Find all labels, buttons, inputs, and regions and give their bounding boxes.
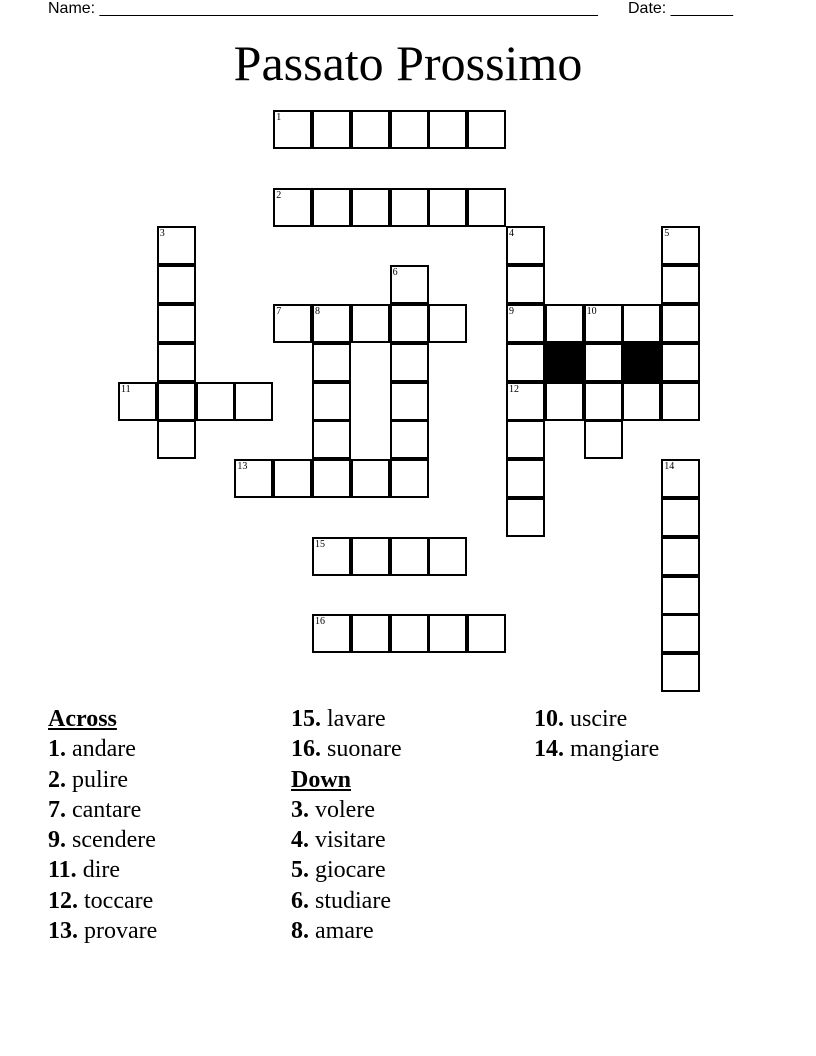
grid-cell[interactable] <box>584 382 623 421</box>
grid-cell[interactable] <box>584 304 623 343</box>
date-field-label: Date: _______ <box>628 0 733 17</box>
grid-cell[interactable] <box>506 226 545 265</box>
clue-across-11 <box>48 855 288 885</box>
clue-text: giocare <box>309 857 386 884</box>
grid-cell[interactable] <box>545 304 584 343</box>
clue-number: 3. <box>291 796 309 823</box>
clue-across-7 <box>48 795 288 825</box>
grid-cell[interactable] <box>428 614 467 653</box>
grid-cell[interactable] <box>273 304 312 343</box>
clue-text: scendere <box>66 827 156 854</box>
grid-cell[interactable] <box>351 614 390 653</box>
grid-cell[interactable] <box>467 110 506 149</box>
grid-cell[interactable] <box>273 188 312 227</box>
clue-number: 2. <box>48 766 66 793</box>
clue-number: 14. <box>534 736 564 763</box>
across-heading: Across <box>48 706 117 732</box>
grid-cell[interactable] <box>661 498 700 537</box>
grid-cell[interactable] <box>312 382 351 421</box>
grid-cell[interactable] <box>390 188 429 227</box>
grid-cell[interactable] <box>312 537 351 576</box>
grid-cell[interactable] <box>157 382 196 421</box>
grid-cell[interactable] <box>118 382 157 421</box>
blocked-cell <box>622 343 661 382</box>
grid-cell[interactable] <box>234 459 273 498</box>
grid-cell[interactable] <box>351 110 390 149</box>
clue-number-label: 7 <box>276 306 282 317</box>
grid-cell[interactable] <box>545 382 584 421</box>
clue-number-label: 14 <box>664 461 675 473</box>
puzzle-title: Passato Prossimo <box>233 35 583 91</box>
clue-down-4 <box>291 825 531 855</box>
grid-cell[interactable] <box>506 265 545 304</box>
clue-across-2 <box>48 765 288 795</box>
clue-number-label: 2 <box>276 189 282 201</box>
clue-text: pulire <box>66 766 128 793</box>
clue-text: amare <box>309 918 374 945</box>
clue-number-label: 10 <box>586 306 597 317</box>
clue-number: 5. <box>291 857 309 884</box>
clue-number-label: 12 <box>509 383 519 395</box>
grid-cell[interactable] <box>157 265 196 304</box>
grid-cell[interactable] <box>312 420 351 459</box>
clue-text: studiare <box>309 887 391 914</box>
clue-across-16 <box>291 734 531 764</box>
clue-text: provare <box>78 918 158 945</box>
grid-cell[interactable] <box>467 614 506 653</box>
grid-cell[interactable] <box>506 459 545 498</box>
clue-number: 4. <box>291 827 309 854</box>
clue-number-label: 15 <box>315 538 325 550</box>
grid-cell[interactable] <box>196 382 235 421</box>
name-field-label: Name: ________________________________________________________ <box>48 0 598 17</box>
clue-text: mangiare <box>564 736 660 763</box>
grid-cell[interactable] <box>506 304 545 343</box>
grid-cell[interactable] <box>661 382 700 421</box>
clue-number-label: 5 <box>664 228 670 240</box>
clue-number: 10. <box>534 706 564 732</box>
clue-number-label: 9 <box>509 306 514 317</box>
clue-column-2 <box>291 704 531 946</box>
clue-column-1 <box>48 704 288 946</box>
clue-down-14 <box>534 734 774 764</box>
grid-cell[interactable] <box>351 188 390 227</box>
grid-cell[interactable] <box>661 265 700 304</box>
clue-number-label: 3 <box>159 228 165 240</box>
clue-text: toccare <box>78 887 154 914</box>
clue-number: 11. <box>48 857 77 884</box>
grid-cell[interactable] <box>428 188 467 227</box>
clue-column-3 <box>534 704 774 765</box>
clue-number: 12. <box>48 887 78 914</box>
clue-down-3 <box>291 795 531 825</box>
grid-cell[interactable] <box>312 343 351 382</box>
grid-cell[interactable] <box>157 226 196 265</box>
grid-cell[interactable] <box>390 459 429 498</box>
grid-cell[interactable] <box>157 343 196 382</box>
clue-text: suonare <box>321 736 402 763</box>
clue-number: 8. <box>291 918 309 945</box>
clue-down-6 <box>291 886 531 916</box>
grid-cell[interactable] <box>428 537 467 576</box>
grid-cell[interactable] <box>273 459 312 498</box>
grid-cell[interactable] <box>661 576 700 615</box>
clue-number: 7. <box>48 796 66 823</box>
clue-down-5 <box>291 855 531 885</box>
grid-cell[interactable] <box>312 110 351 149</box>
grid-cell[interactable] <box>661 614 700 653</box>
clue-text: lavare <box>321 706 386 732</box>
grid-cell[interactable] <box>584 420 623 459</box>
grid-cell[interactable] <box>661 343 700 382</box>
grid-cell[interactable] <box>428 110 467 149</box>
grid-cell[interactable] <box>351 304 390 343</box>
grid-cell[interactable] <box>390 110 429 149</box>
grid-cell[interactable] <box>506 382 545 421</box>
grid-cell[interactable] <box>661 653 700 692</box>
clue-across-9 <box>48 825 288 855</box>
grid-cell[interactable] <box>157 304 196 343</box>
grid-cell[interactable] <box>312 459 351 498</box>
grid-cell[interactable] <box>428 304 467 343</box>
grid-cell[interactable] <box>506 420 545 459</box>
clue-across-13 <box>48 916 288 946</box>
clue-down-10 <box>534 704 774 734</box>
grid-cell[interactable] <box>622 382 661 421</box>
grid-cell[interactable] <box>390 382 429 421</box>
grid-cell[interactable] <box>390 304 429 343</box>
clue-number: 15. <box>291 706 321 732</box>
grid-cell[interactable] <box>390 343 429 382</box>
clue-number: 9. <box>48 827 66 854</box>
clue-number: 13. <box>48 918 78 945</box>
grid-cell[interactable] <box>390 420 429 459</box>
clue-across-1 <box>48 734 288 764</box>
grid-cell[interactable] <box>467 188 506 227</box>
grid-cell[interactable] <box>661 226 700 265</box>
grid-cell[interactable] <box>661 304 700 343</box>
clue-text: andare <box>66 736 136 763</box>
grid-cell[interactable] <box>234 382 273 421</box>
clue-number-label: 16 <box>315 616 325 628</box>
clue-number: 6. <box>291 887 309 914</box>
grid-cell[interactable] <box>273 110 312 149</box>
clue-number-label: 6 <box>392 267 398 279</box>
grid-cell[interactable] <box>157 420 196 459</box>
clue-list <box>48 704 788 964</box>
clue-down-8 <box>291 916 531 946</box>
clue-number-label: 4 <box>509 228 514 240</box>
clue-text: visitare <box>309 827 386 854</box>
clue-number: 1. <box>48 736 66 763</box>
clue-text: volere <box>309 796 375 823</box>
clue-number: 16. <box>291 736 321 763</box>
blocked-cell <box>545 343 584 382</box>
grid-cell[interactable] <box>390 614 429 653</box>
clue-number-label: 11 <box>121 383 131 395</box>
grid-cell[interactable] <box>312 304 351 343</box>
grid-cell[interactable] <box>584 343 623 382</box>
clue-text: cantare <box>66 796 142 823</box>
grid-cell[interactable] <box>506 343 545 382</box>
clue-across-15 <box>291 704 531 734</box>
down-heading: Down <box>291 766 352 793</box>
grid-cell[interactable] <box>622 304 661 343</box>
grid-cell[interactable] <box>312 188 351 227</box>
clue-across-12 <box>48 886 288 916</box>
grid-cell[interactable] <box>390 537 429 576</box>
clue-text: uscire <box>564 706 628 732</box>
clue-number-label: 8 <box>315 306 320 317</box>
clue-number-label: 1 <box>276 112 282 123</box>
grid-cell[interactable] <box>661 537 700 576</box>
grid-cell[interactable] <box>506 498 545 537</box>
grid-cell[interactable] <box>312 614 351 653</box>
grid-cell[interactable] <box>351 459 390 498</box>
grid-cell[interactable] <box>390 265 429 304</box>
grid-cell[interactable] <box>661 459 700 498</box>
grid-cell[interactable] <box>351 537 390 576</box>
clue-number-label: 13 <box>237 461 248 473</box>
clue-text: dire <box>76 857 120 884</box>
